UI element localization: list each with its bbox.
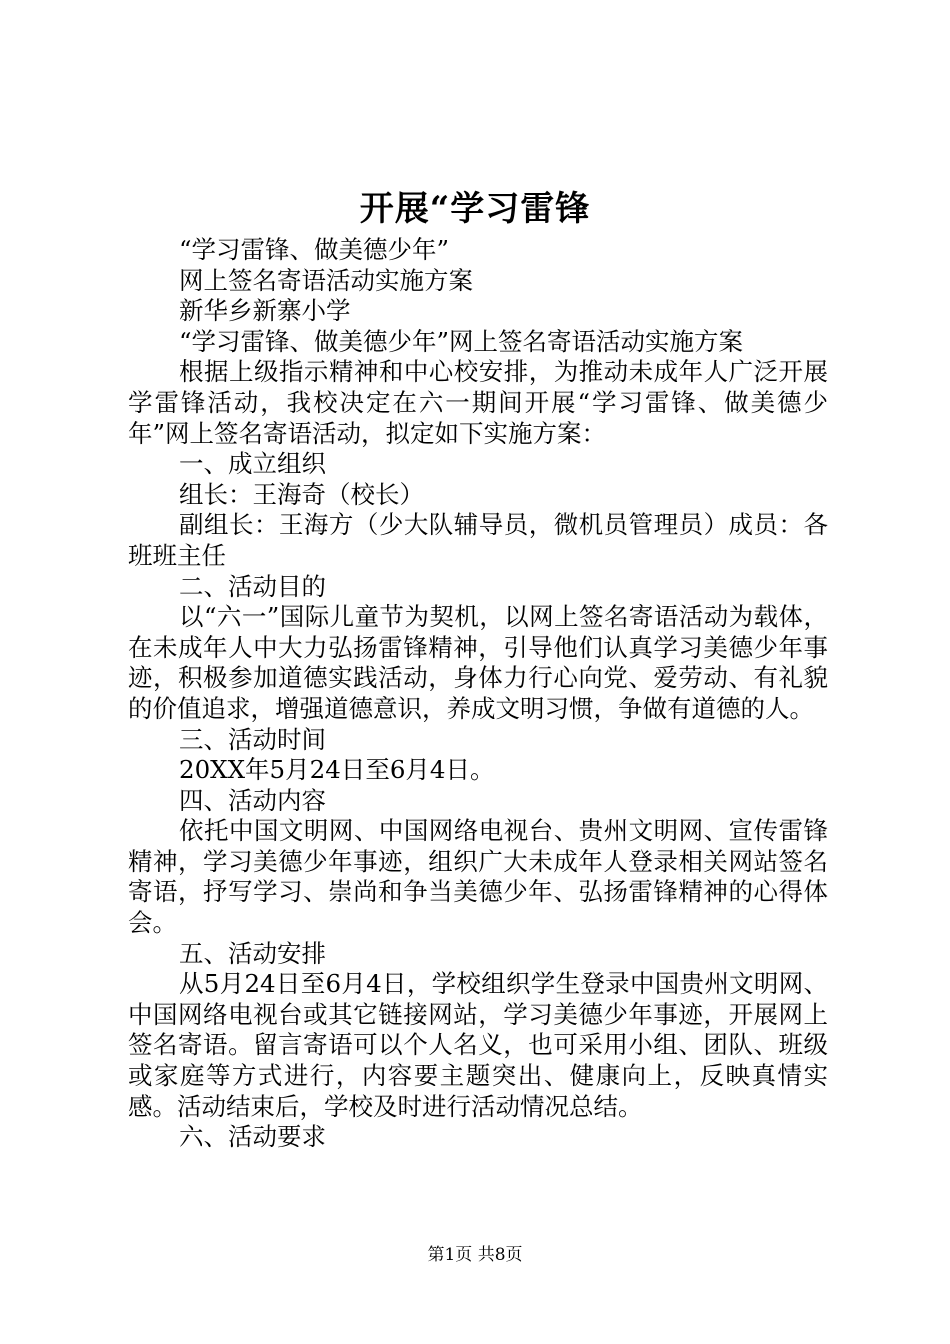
paragraph: 以“六一”国际儿童节为契机，以网上签名寄语活动为载体，在未成年人中大力弘扬雷锋精神，引导他们认真学习美德少年事迹，积极参加道德实践活动，身体力行心向党、爱劳动、有礼貌的价值追求，增强道德意识，养成文明习惯，争做有道德的人。 — [128, 602, 828, 723]
section-heading: 四、活动内容 — [179, 785, 326, 815]
section-heading: 六、活动要求 — [179, 1122, 326, 1152]
section-heading: 三、活动时间 — [179, 724, 326, 754]
paragraph: 副组长：王海方（少大队辅导员，微机员管理员）成员：各班班主任 — [128, 510, 828, 570]
paragraph: 根据上级指示精神和中心校安排，为推动未成年人广泛开展学雷锋活动，我校决定在六一期间开展“学习雷锋、做美德少年”网上签名寄语活动，拟定如下实施方案： — [128, 357, 828, 448]
paragraph: “学习雷锋、做美德少年”网上签名寄语活动实施方案 — [179, 326, 744, 356]
paragraph: 20XX年5月24日至6月4日。 — [179, 755, 495, 785]
section-heading: 二、活动目的 — [179, 571, 326, 601]
document-body — [128, 235, 828, 1153]
paragraph: “学习雷锋、做美德少年” — [179, 235, 450, 264]
page-footer: 第1页 共8页 — [427, 1245, 523, 1265]
paragraph: 网上签名寄语活动实施方案 — [179, 265, 473, 295]
section-heading: 五、活动安排 — [179, 938, 326, 968]
paragraph: 从5月24日至6月4日，学校组织学生登录中国贵州文明网、中国网络电视台或其它链接网站，学习美德少年事迹，开展网上签名寄语。留言寄语可以个人名义，也可采用小组、团队、班级或家庭等方式进行，内容要主题突出、健康向上，反映真情实感。活动结束后，学校及时进行活动情况总结。 — [128, 969, 828, 1121]
section-heading: 一、成立组织 — [179, 449, 326, 479]
document-title: 开展“学习雷锋 — [359, 189, 591, 229]
paragraph: 组长：王海奇（校长） — [179, 479, 424, 509]
paragraph: 依托中国文明网、中国网络电视台、贵州文明网、宣传雷锋精神，学习美德少年事迹，组织广大未成年人登录相关网站签名寄语，抒写学习、崇尚和争当美德少年、弘扬雷锋精神的心得体会。 — [128, 816, 828, 938]
paragraph: 新华乡新寨小学 — [179, 296, 351, 326]
